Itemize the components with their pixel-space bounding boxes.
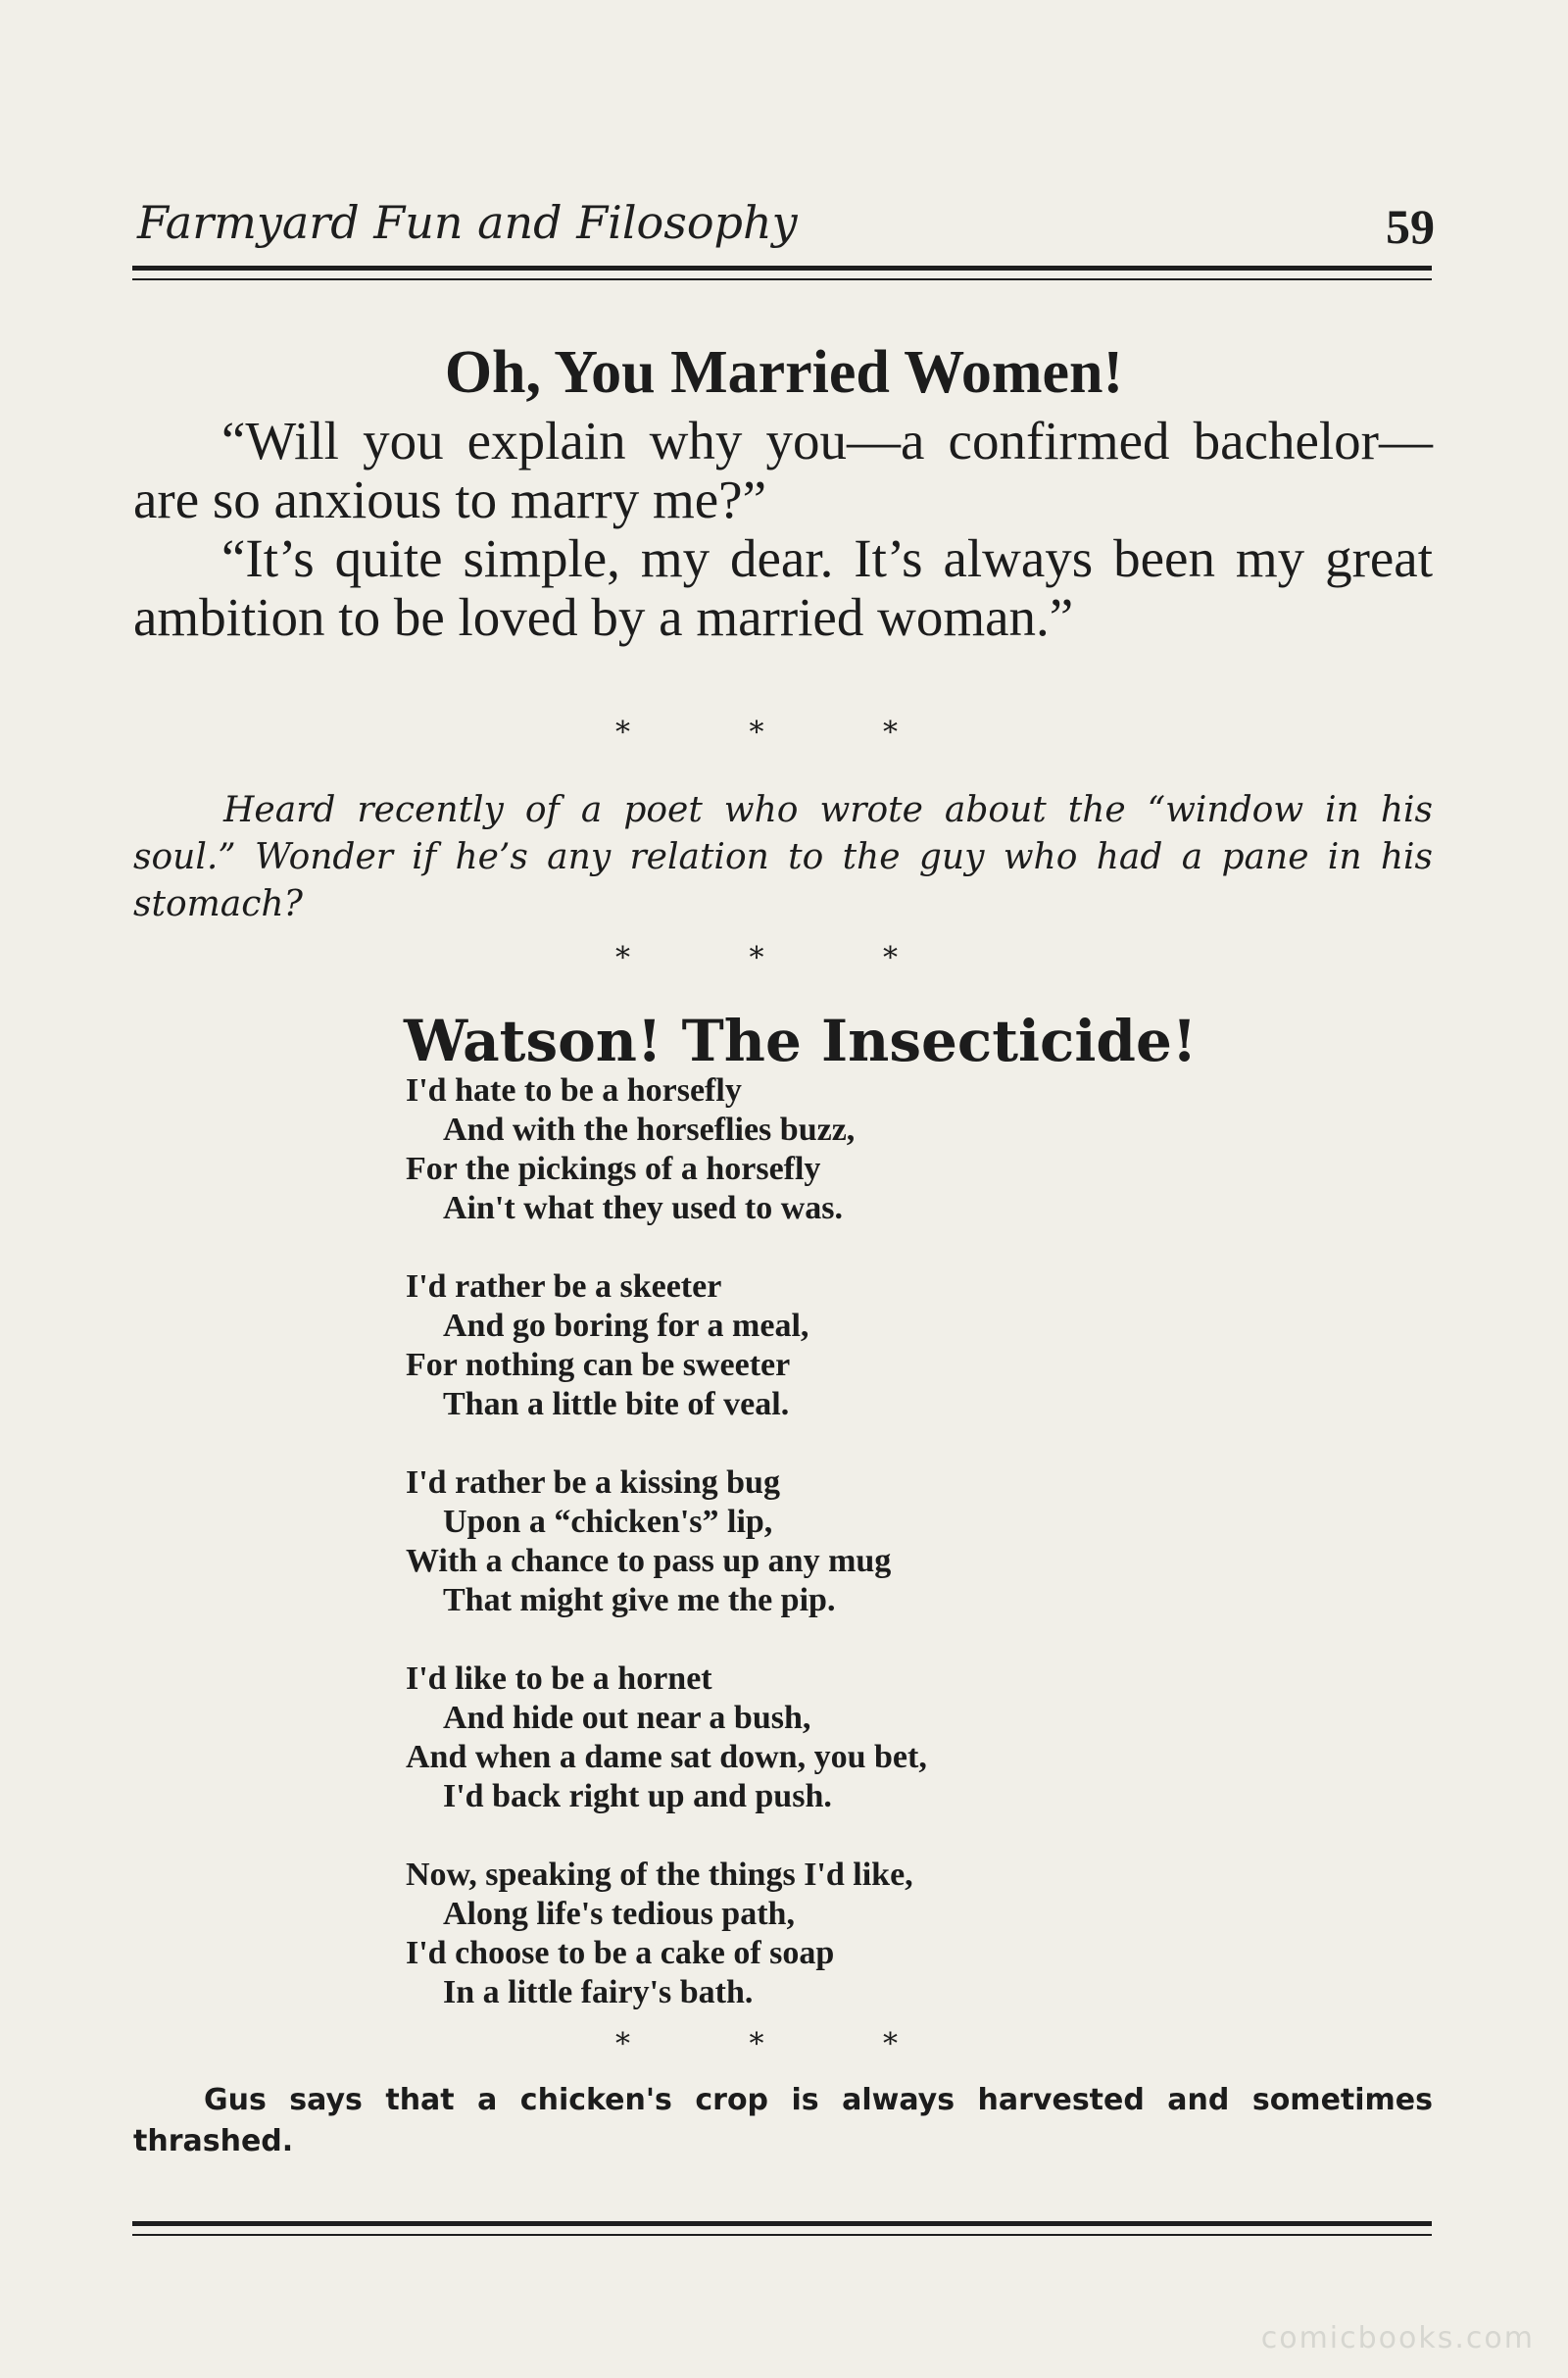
poem-line: And go boring for a meal, xyxy=(443,1308,809,1344)
poem-line: That might give me the pip. xyxy=(443,1582,836,1618)
poem-line: I'd hate to be a horsefly xyxy=(406,1072,742,1109)
section-separator: * * * xyxy=(614,2027,954,2061)
header-rule-thin xyxy=(132,278,1432,280)
poem-line: I'd rather be a skeeter xyxy=(406,1268,722,1305)
poem-line: And with the horseflies buzz, xyxy=(443,1112,856,1148)
italic-note-text: Heard recently of a poet who wrote about the “window in his soul.” Wonder if he’s any relation to the guy who had a pane in his stomach? xyxy=(133,790,1433,924)
poem-stanza xyxy=(406,1463,927,1620)
poem-line: Than a little bite of veal. xyxy=(443,1386,790,1422)
section-separator: * * * xyxy=(614,716,954,750)
poem-line: In a little fairy's bath. xyxy=(443,1974,754,2010)
poem-line: I'd like to be a hornet xyxy=(406,1660,712,1697)
poem-line: Ain't what they used to was. xyxy=(443,1190,844,1226)
page-number: 59 xyxy=(1386,199,1435,254)
poem-line: With a chance to pass up any mug xyxy=(406,1543,892,1579)
poem-line: For nothing can be sweeter xyxy=(406,1347,791,1383)
poem-stanza xyxy=(406,1660,927,1816)
poem-stanza xyxy=(406,1856,927,2012)
poem-title: Watson! The Insecticide! xyxy=(404,1008,1198,1074)
poem-line: And when a dame sat down, you bet, xyxy=(406,1739,927,1775)
poem-stanza xyxy=(406,1071,927,1228)
poem-line: Along life's tedious path, xyxy=(443,1896,795,1932)
article-paragraph: “Will you explain why you—a confirmed bachelor—are so anxious to marry me?” xyxy=(133,411,1433,529)
poem-line: Upon a “chicken's” lip, xyxy=(443,1504,773,1540)
footer-rule-thin xyxy=(132,2234,1432,2236)
italic-note xyxy=(133,787,1433,928)
poem-line: And hide out near a bush, xyxy=(443,1700,811,1736)
footer-rule-thick xyxy=(132,2221,1432,2226)
poem-stanza xyxy=(406,1267,927,1424)
gus-note xyxy=(133,2080,1433,2162)
header-rule-thick xyxy=(132,266,1432,271)
article-title: Oh, You Married Women! xyxy=(444,339,1124,406)
gus-note-text: Gus says that a chicken's crop is always harvested and sometimes thrashed. xyxy=(133,2083,1433,2158)
poem xyxy=(406,1071,927,2052)
poem-line: I'd rather be a kissing bug xyxy=(406,1464,780,1501)
article-paragraph: “It’s quite simple, my dear. It’s always been my great ambition to be loved by a married woman.” xyxy=(133,528,1433,647)
watermark: comicbooks.com xyxy=(1260,2321,1535,2355)
section-separator: * * * xyxy=(614,941,954,975)
running-title: Farmyard Fun and Filosophy xyxy=(137,196,798,249)
poem-line: I'd back right up and push. xyxy=(443,1778,832,1814)
poem-line: For the pickings of a horsefly xyxy=(406,1151,821,1187)
article-body xyxy=(133,412,1433,647)
poem-line: I'd choose to be a cake of soap xyxy=(406,1935,835,1971)
poem-line: Now, speaking of the things I'd like, xyxy=(406,1857,913,1893)
